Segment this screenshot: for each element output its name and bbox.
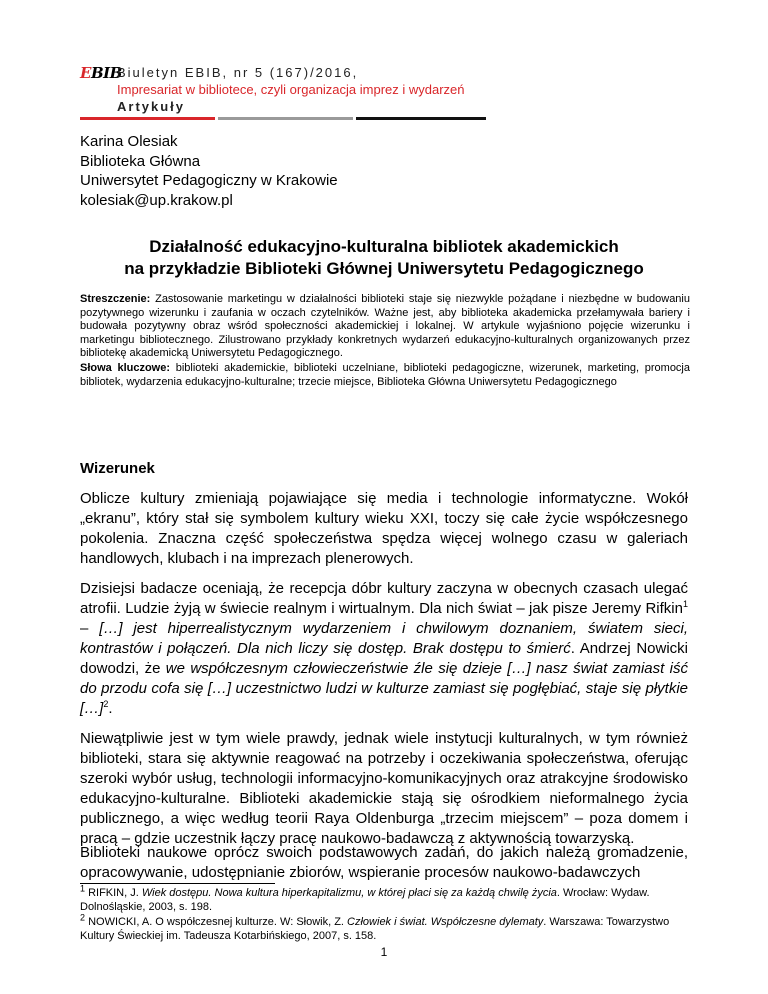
header-rule-black — [356, 117, 486, 120]
section-heading: Wizerunek — [80, 460, 155, 477]
author-block — [80, 132, 338, 210]
issue-title: Impresariat w bibliotece, czyli organizacja imprez i wydarzeń — [117, 82, 465, 97]
footnote-ref-2[interactable]: 2 — [103, 699, 109, 709]
author-unit: Biblioteka Główna — [80, 152, 201, 170]
paragraph-3: Niewątpliwie jest w tym wiele prawdy, jednak wiele instytucji kulturalnych, w tym również biblioteki, stara się aktywnie reagować na potrzeby i oczekiwania społeczeństwa, oferując szeroki wybór usług, technologii informacyjno-komunikacyjnych oraz atrakcyjne środowisko edukacyjno-kulturalne. Biblioteki akademickie stają się ośrodkiem nieformalnego życia publicznego, a więc według teorii Raya Oldenburga „trzecim miejscem” – poza domem i pracą – gdzie uczestnik łączy pracę naukowo-badawczą z aktywnością towarzyską. — [80, 730, 688, 847]
article-title: Działalność edukacyjno-kulturalna bibliotek akademickich na przykładzie Biblioteki Głównej Uniwersytetu Pedagogicznego — [124, 237, 644, 278]
footnote-ref-1[interactable]: 1 — [682, 599, 688, 609]
header-rule-red — [80, 117, 215, 120]
footnote-1: $^1$ RIFKIN, J. Wiek dostępu. Nowa kultura hiperkapitalizmu, w której płaci się za każdą chwilę życia. Wrocław: Wydaw. Dolnośląskie, 2003, s. 198. — [80, 883, 650, 913]
header-rule-gray — [218, 117, 353, 120]
keywords-label: Słowa kluczowe: — [80, 362, 171, 374]
keywords — [80, 362, 690, 389]
keywords-text: biblioteki akademickie, biblioteki uczelniane, biblioteki pedagogiczne, wizerunek, marketing, promocja bibliotek, wydarzenia edukacyjno-kulturalne; trzecie miejsce, Biblioteka Główna Uniwersytetu Pedagogicznego — [80, 362, 690, 388]
page-number: 1 — [380, 945, 388, 959]
footnote-separator — [80, 883, 275, 884]
section-label: Artykuły — [117, 99, 186, 114]
paragraph-2: Dzisiejsi badacze oceniają, że recepcja dóbr kultury zaczyna w obecnych czasach ulegać atrofii. Ludzie żyją w świecie realnym i wirtualnym. Dla nich świat – jak pisze Jeremy Rifkin$^1$ – […] jest hiperrealistycznym wydarzeniem i chwilowym doznaniem, światem sieci, kontrastów i połączeń. Dla nich liczy się dostęp. Brak dostępu to śmierć. Andrzej Nowicki dowodzi, że we współczesnym człowieczeństwie źle się dzieje […] nasz świat zamiast iść do przodu cofa się […] uczestnictwo ludzi w kulturze zamiast się pogłębiać, staje się płytkie […]$^2$. — [80, 580, 688, 717]
paragraph-1: Oblicze kultury zmieniają pojawiające się media i technologie informatyczne. Wokół „ekranu”, który stał się symbolem kultury wieku XXI, toczy się całe życie współczesnego pokolenia. Znaczna część społeczeństwa spędza więcej wolnego czasu w galeriach handlowych, klubach i na imprezach plenerowych. — [80, 490, 688, 567]
author-name: Karina Olesiak — [80, 133, 178, 150]
abstract-label: Streszczenie: — [80, 293, 151, 305]
footnote-2: $^2$ NOWICKI, A. O współczesnej kulturze. W: Słowik, Z. Człowiek i świat. Współczesne dylematy. Warszawa: Towarzystwo Kultury Świeckiej im. Tadeusza Kotarbińskiego, 2007, s. 158. — [80, 912, 670, 942]
author-email[interactable]: kolesiak@up.krakow.pl — [80, 191, 233, 209]
footnotes — [80, 883, 690, 944]
paragraph-4: Biblioteki naukowe oprócz swoich podstawowych zadań, do jakich należą gromadzenie, opracowywanie, udostępnianie zbiorów, wspieranie procesów naukowo-badawczych — [80, 844, 688, 881]
abstract-text: Zastosowanie marketingu w działalności biblioteki staje się niezwykle pożądane i niezbędne w budowaniu pozytywnego wizerunku i zaufania w oczach czytelników. Ważne jest, aby biblioteka akademicka przełamywała bariery i budowała pozytywny obraz wśród społeczności akademickiej i lokalnej. W artykule wyjaśniono pojęcie wizerunku i marketingu bibliotecznego. Zilustrowano przykłady konkretnych wydarzeń edukacyjno-kulturalnych organizowanych przez bibliotekę akademicką Uniwersytetu Pedagogicznego. — [80, 293, 690, 359]
author-university: Uniwersytet Pedagogiczny w Krakowie — [80, 172, 338, 189]
abstract — [80, 293, 690, 361]
bulletin-info: Biuletyn EBIB, nr 5 (167)/2016, — [117, 65, 359, 80]
ebib-logo: EBIB — [80, 64, 122, 82]
